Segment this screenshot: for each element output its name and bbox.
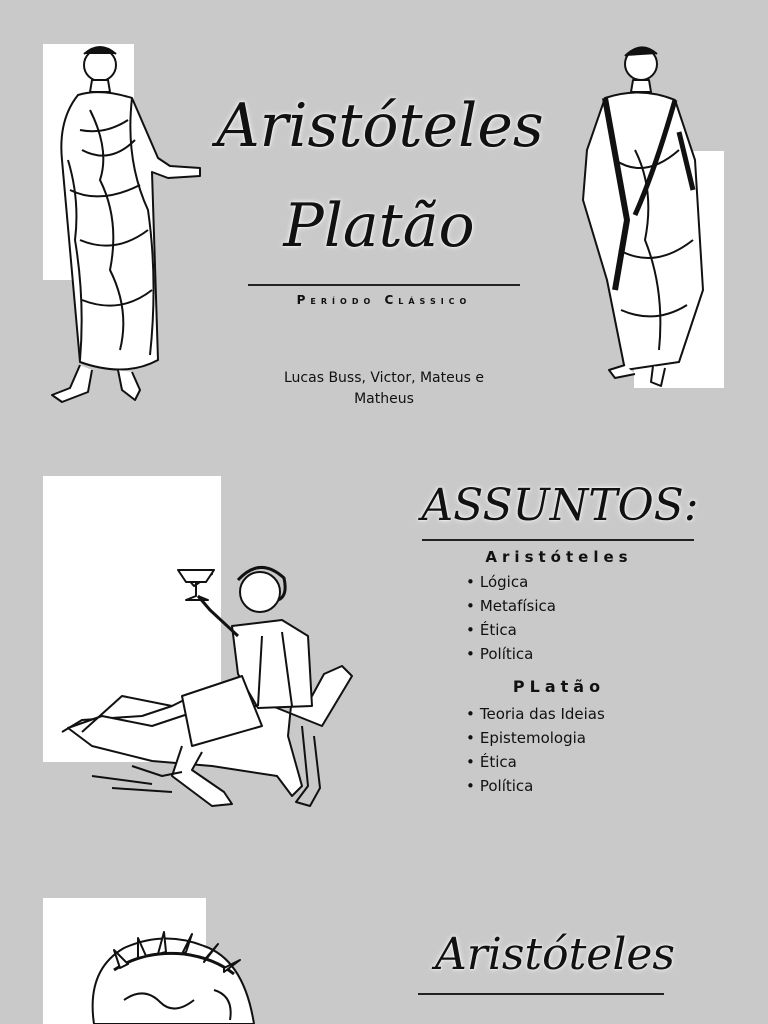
topics-list-platao <box>466 702 605 798</box>
authors-line1: Lucas Buss, Victor, Mateus e <box>284 370 484 386</box>
cover-title-line2: Platão <box>283 191 475 261</box>
section3-divider <box>418 993 664 995</box>
list-item: • Política <box>466 642 556 666</box>
section3-heading: Aristóteles <box>434 929 676 980</box>
cover-divider <box>248 284 520 286</box>
toga-figure-pointing-illustration <box>40 40 205 405</box>
topics-section-platao-title: PLatão <box>512 677 606 696</box>
list-item: • Política <box>466 774 605 798</box>
laurel-crowned-head-illustration <box>84 930 264 1024</box>
list-item: • Ética <box>466 750 605 774</box>
topics-divider <box>422 539 694 541</box>
authors-line2: Matheus <box>354 391 414 407</box>
toga-figure-standing-illustration <box>575 40 715 390</box>
reclining-roman-with-cup-illustration <box>62 556 362 816</box>
list-item: • Lógica <box>466 570 556 594</box>
topics-list-aristoteles <box>466 570 556 666</box>
cover-authors <box>240 368 528 410</box>
topics-heading: ASSUNTOS: <box>421 480 699 531</box>
list-item: • Epistemologia <box>466 726 605 750</box>
list-item: • Metafísica <box>466 594 556 618</box>
list-item: • Ética <box>466 618 556 642</box>
list-item: • Teoria das Ideias <box>466 702 605 726</box>
cover-title-line1: Aristóteles <box>216 91 544 161</box>
topics-section-aristoteles-title: Aristóteles <box>485 548 633 566</box>
cover-subtitle: Período Clássico <box>296 293 472 307</box>
